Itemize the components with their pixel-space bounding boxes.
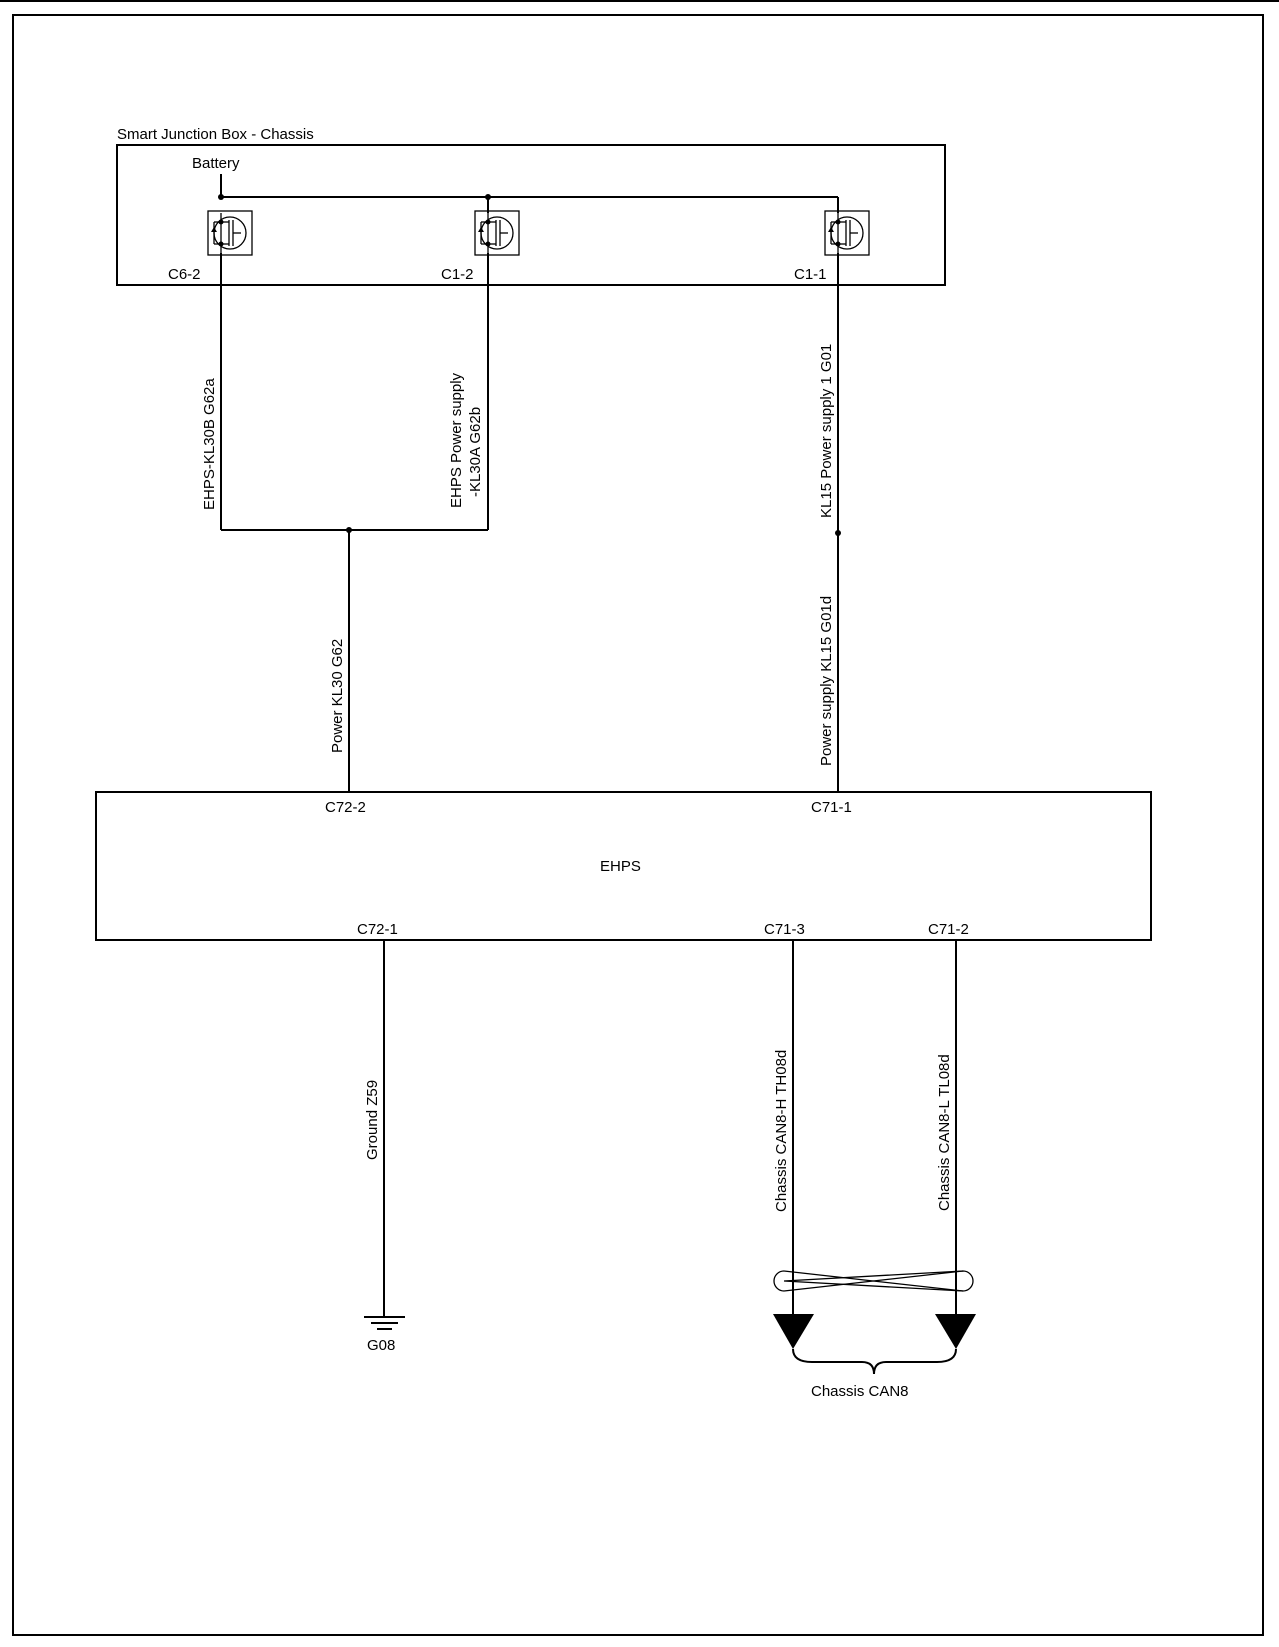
wire-label-can-l: Chassis CAN8-L TL08d — [936, 1054, 953, 1211]
wire-label-kl15-power-supply: KL15 Power supply 1 G01 — [818, 343, 835, 518]
page-frame — [13, 15, 1263, 1635]
pin-label-c72-1: C72-1 — [357, 921, 398, 938]
switch-icon — [208, 211, 252, 255]
pin-label-c71-3: C71-3 — [764, 921, 805, 938]
pin-label-c71-1: C71-1 — [811, 799, 852, 816]
wire-label-ehps-power-supply-2: -KL30A G62b — [467, 406, 484, 497]
wire-label-power-kl30: Power KL30 G62 — [329, 638, 346, 753]
can-bus-brace-icon — [793, 1349, 956, 1374]
wire-label-can-h: Chassis CAN8-H TH08d — [773, 1049, 790, 1212]
can-l-arrow-icon — [935, 1314, 976, 1349]
wire-label-ground: Ground Z59 — [364, 1079, 381, 1160]
pin-label-c72-2: C72-2 — [325, 799, 366, 816]
can-h-arrow-icon — [773, 1314, 814, 1349]
can-bus-label: Chassis CAN8 — [811, 1383, 909, 1400]
wire-label-ehps-kl30b: EHPS-KL30B G62a — [201, 378, 218, 510]
wire-label-ehps-power-supply-1: EHPS Power supply — [448, 372, 465, 508]
ground-icon — [364, 1317, 405, 1329]
twisted-pair-icon — [774, 1271, 973, 1291]
wire-label-power-supply-kl15: Power supply KL15 G01d — [818, 595, 835, 766]
switch-icon — [825, 211, 869, 255]
battery-label: Battery — [192, 155, 240, 172]
ground-label: G08 — [367, 1337, 396, 1354]
junction-box — [117, 145, 945, 285]
pin-label-c71-2: C71-2 — [928, 921, 969, 938]
ehps-title: EHPS — [600, 858, 641, 875]
bus-junction-dot — [218, 194, 224, 200]
pin-label-c1-1: C1-1 — [794, 266, 827, 283]
pin-label-c1-2: C1-2 — [441, 266, 474, 283]
pin-label-c6-2: C6-2 — [168, 266, 201, 283]
junction-box-title: Smart Junction Box - Chassis — [117, 126, 314, 143]
switch-icon — [475, 211, 519, 255]
